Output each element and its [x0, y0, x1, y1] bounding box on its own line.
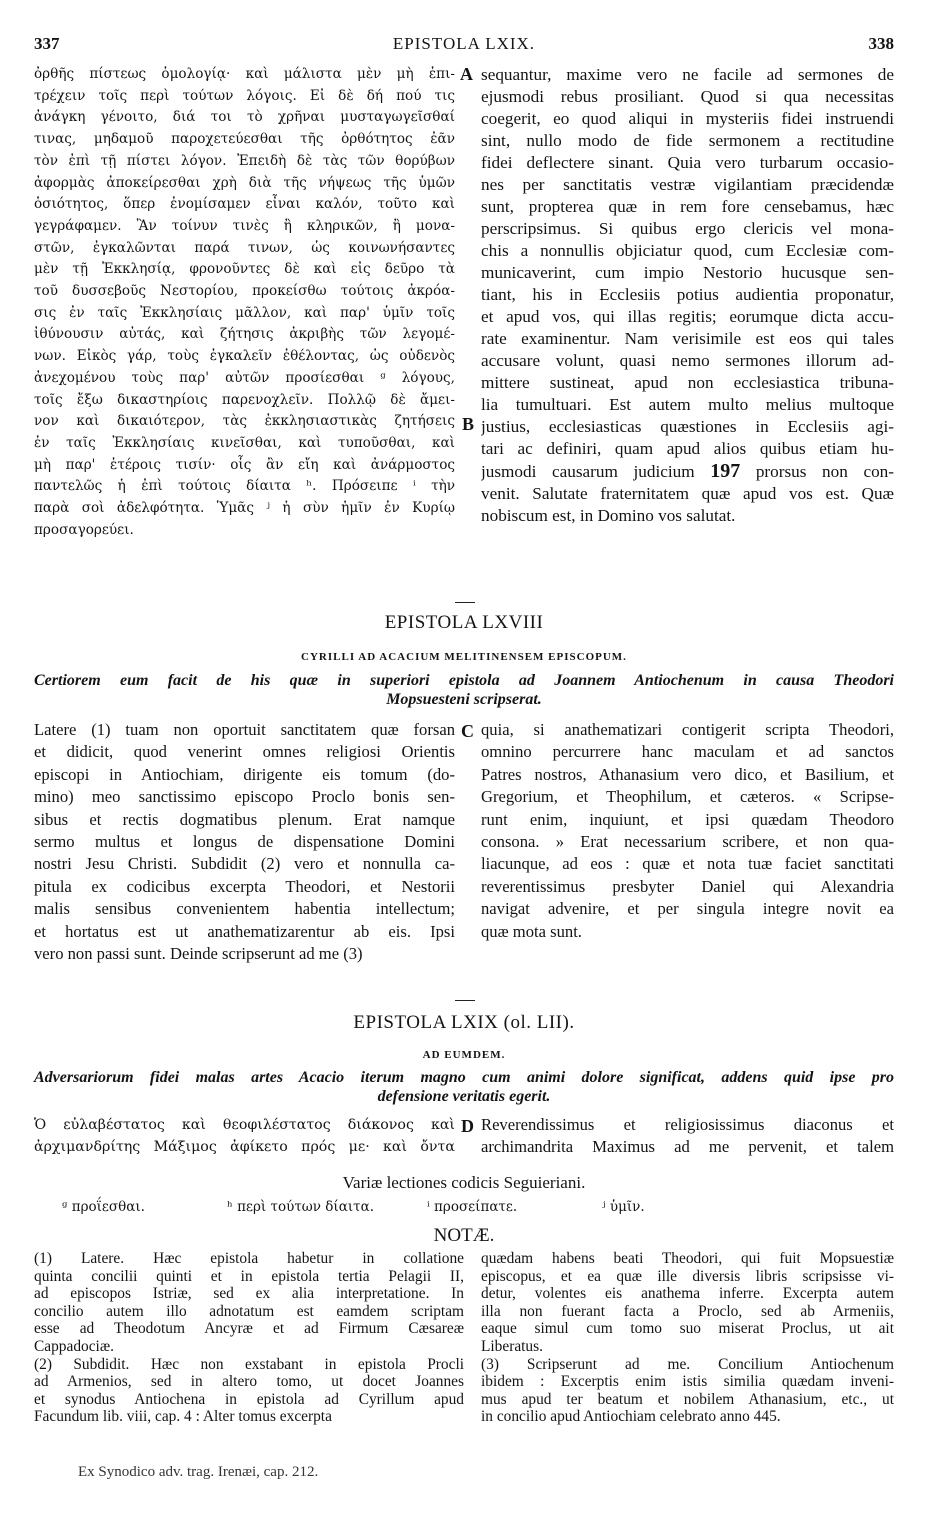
latin-line: sibus et rectis dogmatibus plenum. Erat namque: [34, 809, 455, 829]
latin-line: nobiscum est, in Domino vos salutat.: [481, 506, 736, 525]
note-line: mus apud ter beatum et nobilem Athanasium, etc., ut: [481, 1390, 894, 1408]
latin-text: prorsus non con-: [740, 462, 894, 481]
greek-line: παντελῶς ἡ ἐπὶ τούτοις δίαιτα ʰ. Πρόσειπε ⁱ τὴν: [34, 478, 455, 495]
note-line: illa non fuerant facta a Proclo, sed ab Armeniis,: [481, 1302, 894, 1320]
ep68-title: EPISTOLA LXVIII: [384, 612, 544, 633]
latin-line: mino) meo sanctissimo episcopo Proclo bonis sen-: [34, 787, 455, 807]
greek-line: ἀνάγκη γένοιτο, διά τοι τὸ χρῆναι μυσταγωγεῖσθαί: [34, 109, 455, 126]
latin-line: chis a nonnullis objiciatur quod, cum Ecclesiæ com-: [481, 241, 894, 260]
column-number: 197: [710, 460, 741, 482]
note-line: episcopus, et ea quæ ille diversis libris scripsisse vi-: [481, 1267, 894, 1285]
note-line: et synodus Antiochena in epistola ad Cyrillum apud: [34, 1390, 464, 1408]
latin-line: justius, ecclesiasticas quæstiones in Ecclesiis agi-: [481, 417, 894, 436]
latin-line: malis sensibus convenientem habentia intellectum;: [34, 899, 455, 919]
latin-line: sint, nullo modo de fide sermonem a rectitudine: [481, 131, 894, 150]
greek-line: ἀνεχομένου τοὺς παρ' αὐτῶν προσίεσθαι ᵍ λόγους,: [34, 369, 455, 386]
greek-line: τὸν ἐπὶ τῇ πίστει λόγον. Ἐπειδὴ δὲ τὰς τῶν θορύβων: [34, 152, 455, 169]
note-line: detur, volentes eis anathema inferre. Excerpta autem: [481, 1285, 894, 1303]
top-latin-column: [481, 64, 894, 527]
ep69-summary: [34, 1068, 894, 1106]
greek-line: νον καὶ δικαιότερον, τὰς ἐκκλησιαστικὰς ζητήσεις: [34, 413, 455, 430]
latin-line: municaverint, cum impio Nestorio hucusque sen-: [481, 263, 894, 282]
ep69-subtitle: AD EUMDEM.: [422, 1049, 506, 1061]
ep69-latin-column: [481, 1114, 894, 1159]
latin-line: venit. Salutate fraternitatem quæ apud vos est. Quæ: [481, 484, 894, 503]
latin-line: reverentissimus presbyter Daniel qui Alexandria: [481, 876, 894, 896]
latin-line: et apud vos, qui illas regitis; eorumque dicta accu-: [481, 307, 894, 326]
greek-line: μὲν τῇ Ἐκκλησίᾳ, φρονοῦντες δὲ καὶ εἰς δεῦρο τὰ: [34, 261, 455, 278]
ep68-subtitle: CYRILLI AD ACACIUM MELITINENSEM EPISCOPUM.: [301, 651, 627, 663]
latin-line: mittere sustineat, apud non ecclesiastica tribuna-: [481, 373, 894, 392]
latin-line: episcopi in Antiochiam, dirigente eis tomum (do-: [34, 764, 455, 784]
ep68-summary: [34, 671, 894, 709]
note-line: Liberatus.: [481, 1337, 543, 1355]
latin-line: Patres nostros, Athanasium vero dico, et Basilium, et: [481, 764, 894, 784]
latin-line: liacunque, ad eos : quæ et nota tuæ faciet sanctitati: [481, 854, 894, 874]
greek-line: στῶν, ἐγκαλῶνται παρά τινων, ὡς κοινωνήσαντες: [34, 239, 455, 256]
note-line: esse ad Theodotum Ancyræ et ad Firmum Cæsareæ: [34, 1320, 464, 1338]
note-line: in concilio apud Antiochiam celebrato anno 445.: [481, 1408, 781, 1426]
latin-line: Latere (1) tuam non oportuit sanctitatem quæ forsan: [34, 720, 455, 739]
greek-line: τινας, μηδαμοῦ παροχετεύεσθαι τῆς ὀρθότητος ἐᾶν: [34, 131, 455, 148]
top-greek-column: [34, 64, 455, 541]
notae-right-column: [481, 1250, 894, 1426]
latin-line: consona. » Erat necessarium scribere, et non qua-: [481, 832, 894, 852]
note-line: Cappadociæ.: [34, 1337, 114, 1355]
latin-line: runt enim, inquiunt, et ipsi quædam Theodoro: [481, 809, 894, 829]
greek-line: παρὰ σοὶ ἀδελφότητα. Ὑμᾶς ʲ ἡ σὺν ἡμῖν ἐν Κυρίῳ: [34, 500, 455, 517]
latin-line: accusare volunt, quasi nemo sermones illorum ad-: [481, 351, 894, 370]
latin-text: jusmodi causarum judicium: [481, 462, 711, 481]
margin-marker-c: C: [461, 721, 474, 741]
latin-line: perscripsimus. Si quibus ergo clericis vel mona-: [481, 219, 894, 238]
variant-reading: ʲ ὑμῖν.: [602, 1199, 645, 1215]
greek-line: ἀρχιμανδρίτης Μάξιμος ἀφίκετο πρός με· καὶ ὄντα: [34, 1139, 455, 1155]
greek-line: τρέχειν τοῖς περὶ τούτων λόγοις. Εἰ δὲ δή πού τις: [34, 87, 455, 104]
running-title: EPISTOLA LXIX.: [392, 34, 536, 53]
separator-rule-2: [455, 1000, 475, 1001]
ep69-greek-column: [34, 1114, 455, 1158]
greek-line: ὁσιότητος, ὅπερ ἐνομίσαμεν εἶναι καλόν, τοῦτο καὶ: [34, 196, 455, 213]
summary-line: Certiorem eum facit de his quæ in superiori epistola ad Joannem Antiochenum in causa Theodori: [34, 672, 894, 689]
latin-line: rate examinentur. Nam verisimile est eos qui tales: [481, 329, 894, 348]
latin-line: tari ac definiri, quam apud alios quibus etiam hu-: [481, 439, 894, 458]
greek-line: Ὁ εὐλαβέστατος καὶ θεοφιλέστατος διάκονος καὶ: [34, 1117, 455, 1133]
latin-line: pitula ex codicibus excerpta Theodori, et Nestorii: [34, 876, 455, 896]
note-line: quædam habens beati Theodori, qui fuit Mopsuestiæ: [481, 1250, 894, 1267]
note-line: concilio autem illo adnotatum est eamdem scriptam: [34, 1302, 464, 1320]
greek-line: προσαγορεύει.: [34, 521, 134, 538]
greek-line: νων. Εἰκὸς γάρ, τοὺς ἐγκαλεῖν ἐθέλοντας, ὡς οὐδενὸς: [34, 348, 455, 365]
page-footer-source: Ex Synodico adv. trag. Irenæi, cap. 212.: [78, 1464, 319, 1480]
page-header: [34, 34, 894, 56]
variant-reading: ʰ περὶ τούτων δίαιτα.: [227, 1199, 375, 1215]
note-line: ad episcopos Istriæ, sed ex alia interpretatione. In: [34, 1285, 464, 1303]
greek-line: μὴ παρ' ἑτέροις τισίν· οἷς ἂν εἴη καὶ ἀνάρμοστος: [34, 456, 455, 473]
summary-line: Mopsuesteni scripserat.: [386, 691, 542, 708]
note-line: (2) Subdidit. Hæc non exstabant in epistola Procli: [34, 1355, 464, 1373]
greek-line: ἰθύνουσιν αὐτάς, καὶ ζήτησις ἀκριβὴς τῶν λεγομέ-: [34, 326, 455, 343]
latin-line: quia, si anathematizari contigerit scripta Theodori,: [481, 720, 894, 739]
note-line: Facundum lib. viii, cap. 4 : Alter tomus excerpta: [34, 1408, 332, 1426]
latin-line: vero non passi sunt. Deinde scripserunt ad me (3): [34, 944, 363, 964]
greek-line: ἐν ταῖς Ἐκκλησίαις κινεῖσθαι, καὶ τυποῦσθαι, καὶ: [34, 434, 455, 451]
note-line: (1) Latere. Hæc epistola habetur in collatione: [34, 1250, 464, 1267]
greek-line: ὀρθῆς πίστεως ὁμολογίᾳ· καὶ μάλιστα μὲν μὴ ἐπι-: [34, 66, 455, 82]
greek-line: γεγράφαμεν. Ἂν τοίνυν τινὲς ἢ κληρικῶν, ἢ μονα-: [34, 217, 455, 234]
note-line: ad Armenios, sed in altero tomo, ut docet Joannes: [34, 1373, 464, 1391]
variant-reading: ⁱ προσείπατε.: [427, 1199, 518, 1215]
greek-line: τοῖς ἔξω δικαστηρίοις παρενοχλεῖν. Πολλῷ δὲ ἄμει-: [34, 391, 455, 408]
latin-line: sequantur, maxime vero ne facile ad sermones de: [481, 65, 894, 84]
summary-line: defensione veritatis egerit.: [377, 1088, 551, 1105]
separator-rule: [455, 602, 475, 603]
latin-line: archimandrita Maximus ad me pervenit, et talem: [481, 1137, 894, 1157]
latin-line: sunt, propterea quæ in rem fore censebamus, hæc: [481, 197, 894, 216]
ep68-right-column: [481, 719, 894, 943]
latin-line: omnino percurrere hanc maculam et ad sanctos: [481, 742, 894, 762]
latin-line: lia tumultuari. Est autem multo melius multoque: [481, 395, 894, 414]
margin-marker-d: D: [461, 1116, 474, 1136]
note-line: ibidem : Excerptis enim istis similia quædam inveni-: [481, 1373, 894, 1391]
page-number-right: 338: [868, 34, 894, 53]
note-line: eaque simul cum tomo suo miserat Proclus, ut ait: [481, 1320, 894, 1338]
note-line: quinta concilii quinti et in epistola tertia Pelagii II,: [34, 1267, 464, 1285]
variant-reading: ᵍ προΐεσθαι.: [62, 1199, 145, 1215]
latin-line: ejusmodi rebus prosiliant. Quod si qua necessitas: [481, 87, 894, 106]
latin-line: nostri Jesu Christi. Subdidit (2) vero et nonnulla ca-: [34, 854, 455, 874]
latin-line: et hortatus est ut anathematizarentur ab eis. Ipsi: [34, 921, 455, 941]
ep68-left-column: [34, 719, 455, 965]
latin-line: navigat advenire, et per singula integre novit ea: [481, 899, 894, 919]
latin-line: quæ mota sunt.: [481, 921, 582, 941]
variae-title: Variæ lectiones codicis Seguieriani.: [342, 1173, 586, 1192]
latin-line: sermo multus et longus de dispensatione Domini: [34, 832, 455, 852]
latin-line: tiant, his in Ecclesiis potius audientia proponatur,: [481, 285, 894, 304]
notae-left-column: [34, 1250, 464, 1426]
greek-line: τοῦ δυσσεβοῦς Νεστορίου, προκείσθω τούτοις ἀκρόα-: [34, 283, 455, 300]
margin-marker-a: A: [460, 64, 473, 84]
summary-line: Adversariorum fidei malas artes Acacio iterum magno cum animi dolore significat, addens quid ipse pro: [34, 1069, 894, 1086]
latin-line-with-column-number: [481, 460, 894, 483]
page-number-left: 337: [34, 34, 60, 53]
latin-line: fidei deflectere sinant. Quia vero turbarum occasio-: [481, 153, 894, 172]
ep69-title: EPISTOLA LXIX (ol. LII).: [353, 1012, 575, 1033]
latin-line: nes per sanctitatis vestræ vigilantiam præcidendæ: [481, 175, 894, 194]
latin-line: coegerit, eo quod aliqui in mysteriis fidei instruendi: [481, 109, 894, 128]
note-line: (3) Scripserunt ad me. Concilium Antiochenum: [481, 1355, 894, 1373]
latin-line: et didicit, quod venerint omnes religiosi Orientis: [34, 742, 455, 762]
notae-title: NOTÆ.: [433, 1225, 495, 1246]
margin-marker-b: B: [462, 414, 475, 434]
greek-line: σις ἐν ταῖς Ἐκκλησίαις μᾶλλον, καὶ παρ' ὑμῖν τοῖς: [34, 304, 455, 321]
greek-line: ἀφορμὰς ἀποκείρεσθαι χρὴ διὰ τῆς νήψεως τῆς ὑμῶν: [34, 174, 455, 191]
latin-line: Gregorium, et Theophilum, et cæteros. « Scripse-: [481, 787, 894, 807]
latin-line: Reverendissimus et religiosissimus diaconus et: [481, 1115, 894, 1134]
